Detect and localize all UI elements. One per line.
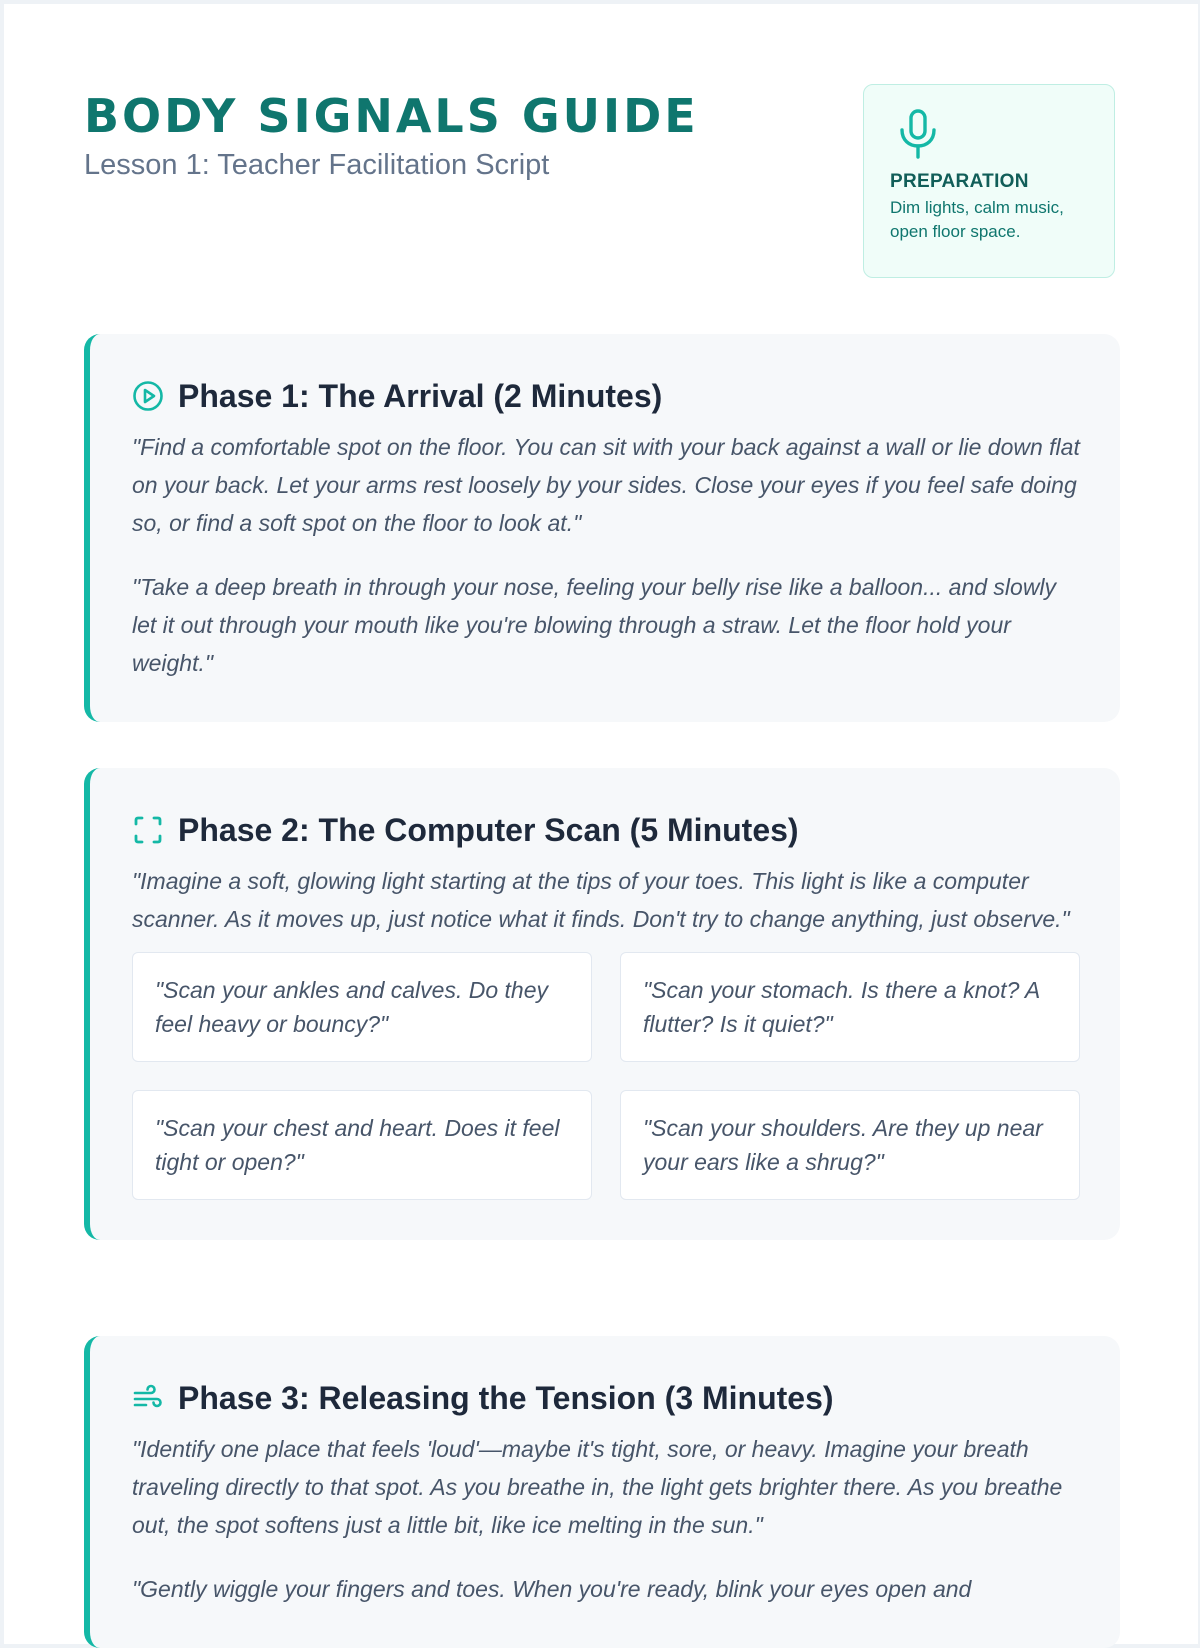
script-quote: "Identify one place that feels 'loud'—maybe it's tight, sore, or heavy. Imagine your breath traveling directly to that spot. As you breathe in, the light gets brighter there. As you breathe out, the spot softens just a little bit, like ice melting in the sun." (132, 1436, 1063, 1538)
phase-3-card (84, 1336, 1120, 1648)
phase-2-card (84, 768, 1120, 1240)
phase-heading (132, 1376, 1080, 1420)
phase-title: Phase 1: The Arrival (2 Minutes) (178, 377, 663, 414)
page (4, 4, 1198, 1644)
preparation-card (863, 84, 1115, 278)
scan-prompt-card: "Scan your ankles and calves. Do they feel heavy or bouncy?" (132, 952, 592, 1062)
phase-heading (132, 374, 1080, 418)
scan-frame-icon (132, 814, 164, 846)
header (84, 88, 784, 182)
scan-prompt-grid (132, 952, 1080, 1200)
microphone-icon (896, 107, 940, 161)
phase-title: Phase 2: The Computer Scan (5 Minutes) (178, 811, 799, 848)
phase-heading (132, 808, 1080, 852)
page-subtitle: Lesson 1: Teacher Facilitation Script (84, 149, 550, 181)
phase-title: Phase 3: Releasing the Tension (3 Minutes) (178, 1379, 834, 1416)
script-quote: "Imagine a soft, glowing light starting at the tips of your toes. This light is like a computer scanner. As it moves up, just notice what it finds. Don't try to change anything, just observe." (132, 868, 1070, 932)
wind-icon (132, 1382, 164, 1414)
scan-prompt-card: "Scan your chest and heart. Does it feel tight or open?" (132, 1090, 592, 1200)
script-quote: "Find a comfortable spot on the floor. You can sit with your back against a wall or lie down flat on your back. Let your arms rest loosely by your sides. Close your eyes if you feel safe doing so, or find a soft spot on the floor to look at." (132, 434, 1080, 536)
phase-1-card (84, 334, 1120, 722)
preparation-text: Dim lights, calm music, open floor space. (890, 198, 1064, 241)
play-circle-icon (132, 380, 164, 412)
script-quote: "Take a deep breath in through your nose, feeling your belly rise like a balloon... and slowly let it out through your mouth like you're blowing through a straw. Let the floor hold your weight." (132, 574, 1057, 676)
page-title: BODY SIGNALS GUIDE (84, 89, 699, 143)
preparation-label: PREPARATION (890, 171, 1029, 192)
script-quote: "Gently wiggle your fingers and toes. When you're ready, blink your eyes open and (132, 1576, 972, 1602)
scan-prompt-card: "Scan your stomach. Is there a knot? A flutter? Is it quiet?" (620, 952, 1080, 1062)
scan-prompt-card: "Scan your shoulders. Are they up near your ears like a shrug?" (620, 1090, 1080, 1200)
